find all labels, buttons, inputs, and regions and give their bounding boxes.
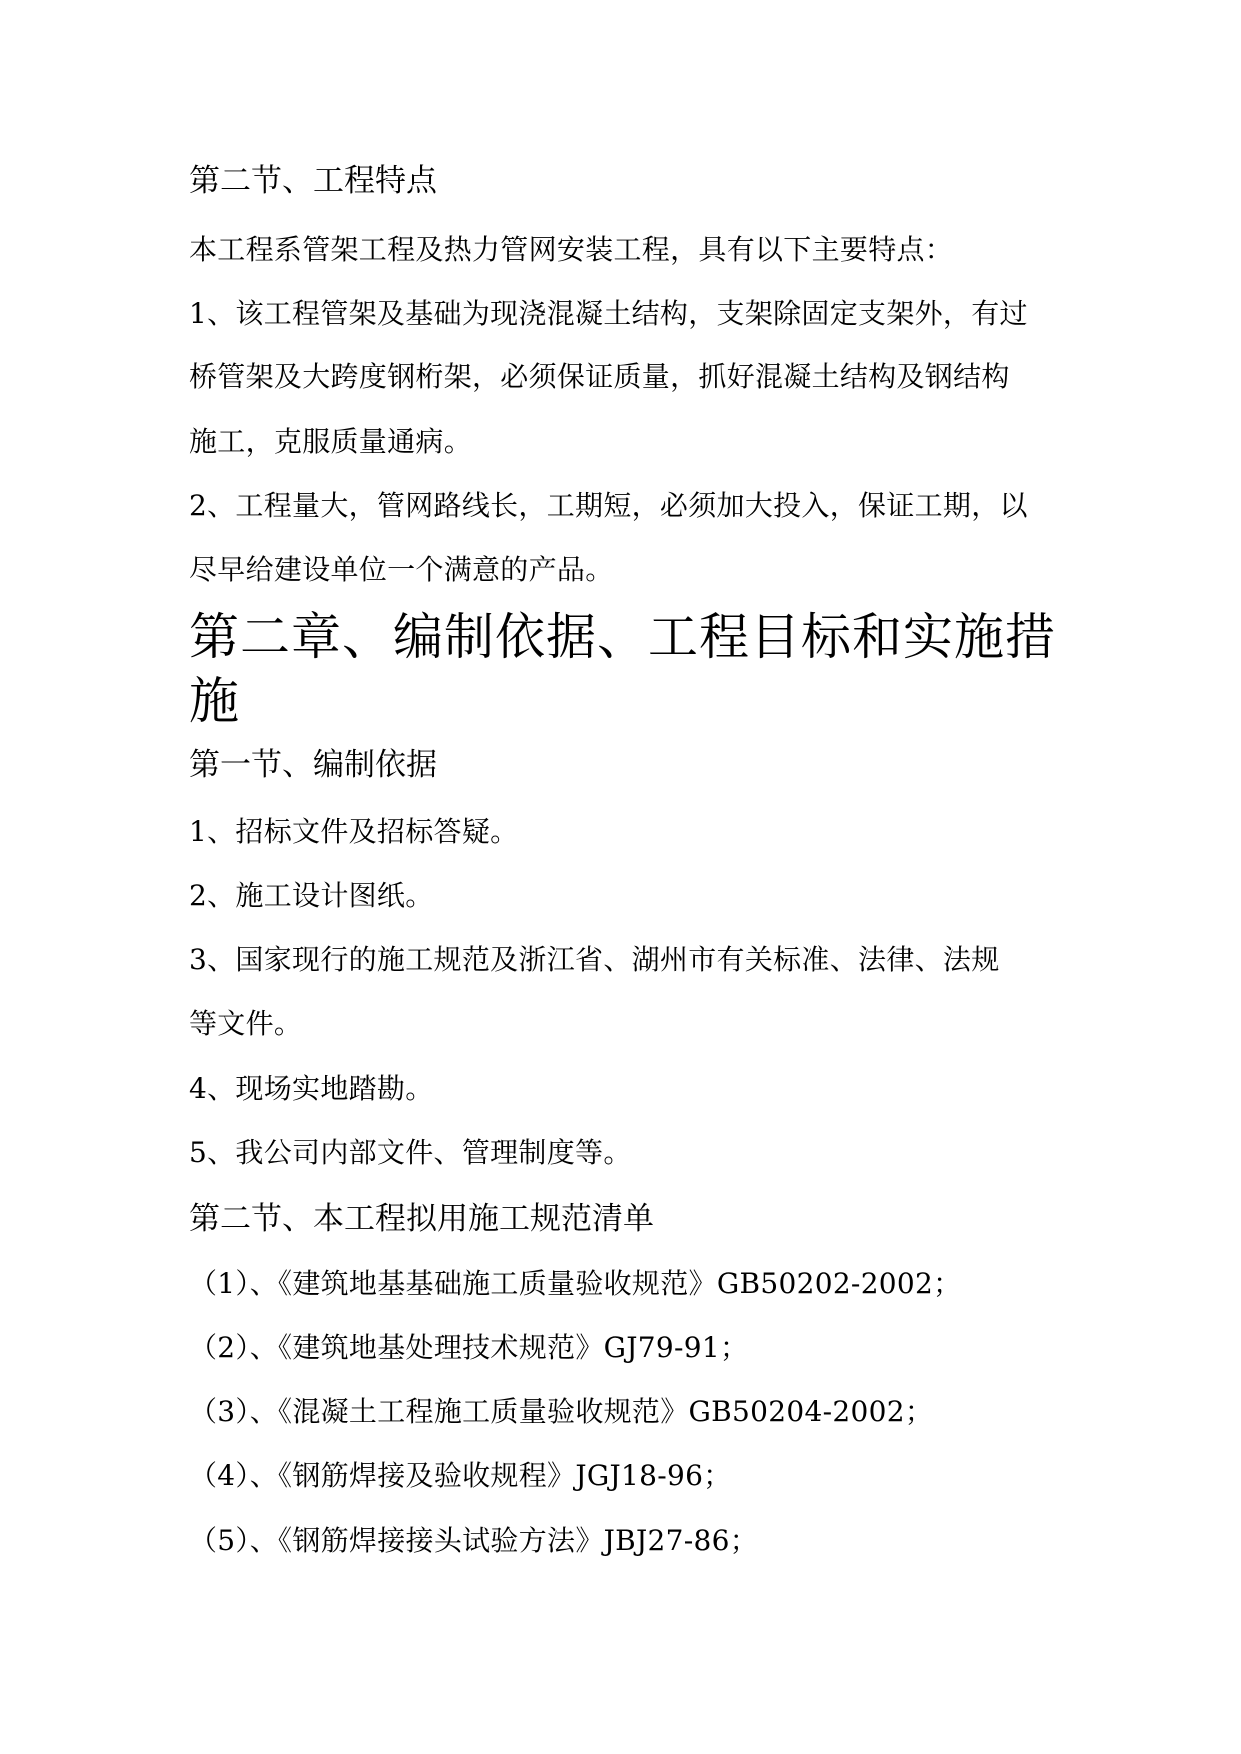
paragraph-intro: 本工程系管架工程及热力管网安装工程，具有以下主要特点： bbox=[189, 233, 954, 266]
paragraph-point1-line3: 施工，克服质量通病。 bbox=[189, 425, 473, 458]
paragraph-point2-line1: 2、工程量大，管网路线长，工期短，必须加大投入，保证工期，以 bbox=[189, 489, 1028, 522]
standard-item-3: （3）、《混凝土工程施工质量验收规范》GB50204-2002； bbox=[189, 1395, 934, 1428]
basis-item-4: 4、现场实地踏勘。 bbox=[189, 1072, 434, 1105]
standard-item-5: （5）、《钢筋焊接接头试验方法》JBJ27-86； bbox=[189, 1524, 759, 1557]
section-heading-features: 第二节、工程特点 bbox=[189, 163, 437, 199]
paragraph-point1-line2: 桥管架及大跨度钢桁架，必须保证质量，抓好混凝土结构及钢结构 bbox=[189, 360, 1010, 393]
basis-item-3-line2: 等文件。 bbox=[189, 1007, 303, 1040]
paragraph-point2-line2: 尽早给建设单位一个满意的产品。 bbox=[189, 553, 614, 586]
section-heading-basis: 第一节、编制依据 bbox=[189, 747, 437, 783]
chapter-title-line1: 第二章、编制依据、工程目标和实施措 bbox=[189, 608, 1056, 666]
basis-item-3-line1: 3、国家现行的施工规范及浙江省、湖州市有关标准、法律、法规 bbox=[189, 943, 1000, 976]
standard-item-1: （1）、《建筑地基基础施工质量验收规范》GB50202-2002； bbox=[189, 1267, 962, 1300]
chapter-title-line2: 施 bbox=[189, 672, 240, 730]
basis-item-1: 1、招标文件及招标答疑。 bbox=[189, 815, 519, 848]
paragraph-point1-line1: 1、该工程管架及基础为现浇混凝土结构，支架除固定支架外，有过 bbox=[189, 297, 1028, 330]
basis-item-5: 5、我公司内部文件、管理制度等。 bbox=[189, 1136, 632, 1169]
standard-item-4: （4）、《钢筋焊接及验收规程》JGJ18-96； bbox=[189, 1459, 732, 1492]
standard-item-2: （2）、《建筑地基处理技术规范》GJ79-91； bbox=[189, 1331, 749, 1364]
basis-item-2: 2、施工设计图纸。 bbox=[189, 879, 434, 912]
section-heading-standards: 第二节、本工程拟用施工规范清单 bbox=[189, 1201, 654, 1237]
